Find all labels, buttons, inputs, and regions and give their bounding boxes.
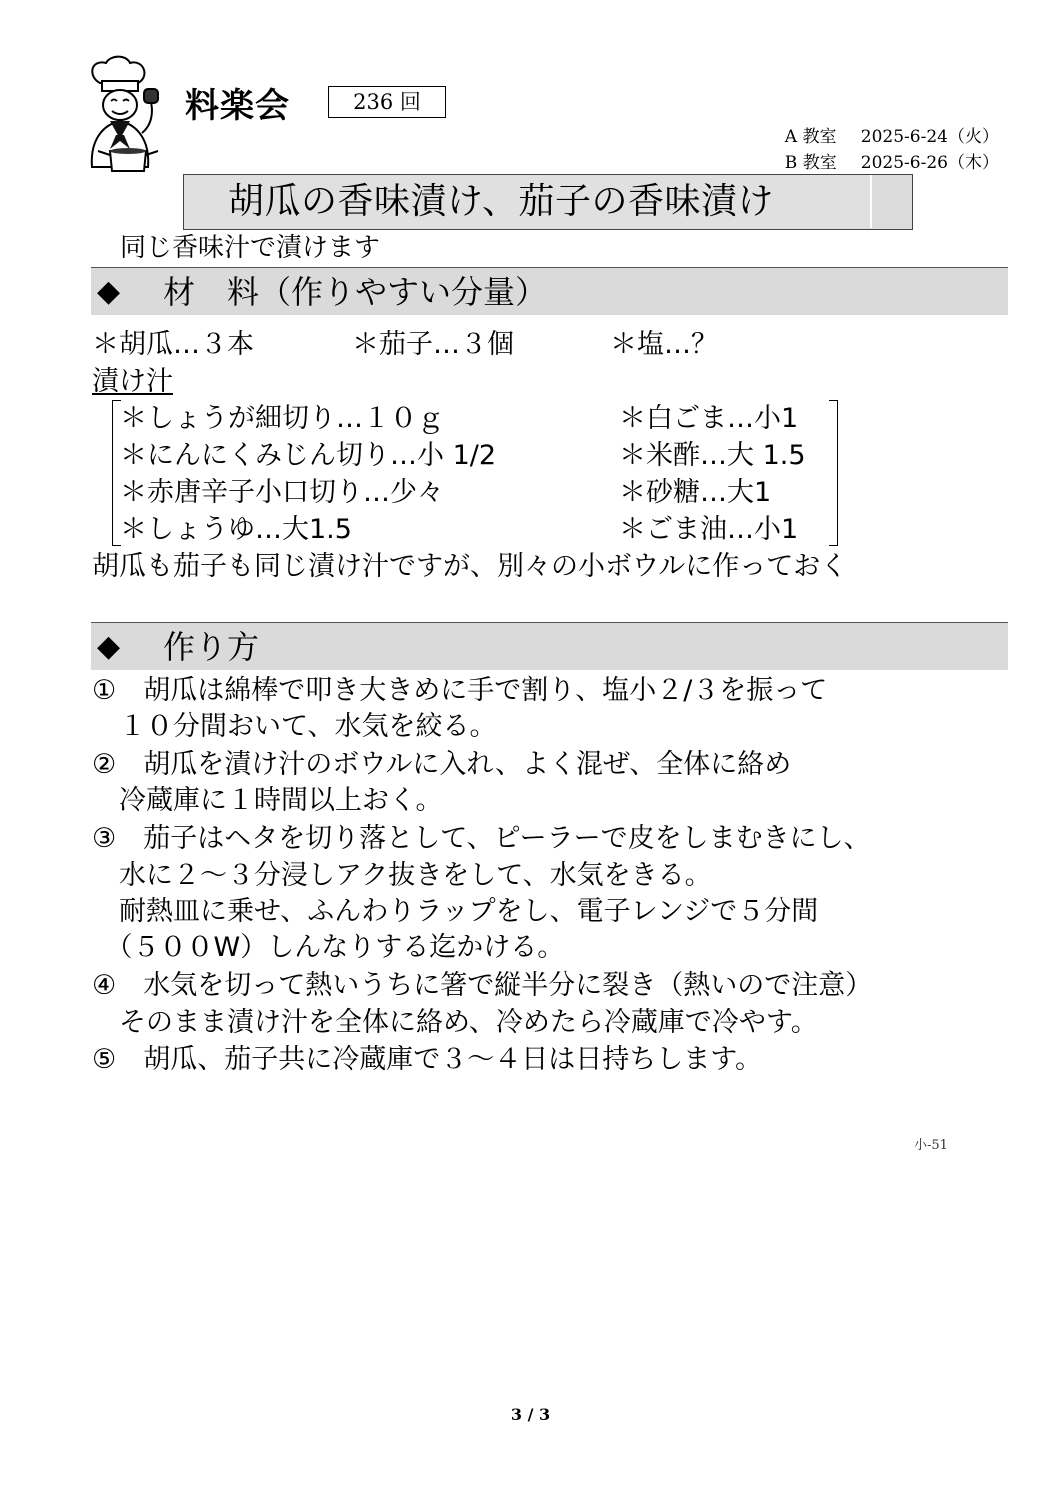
diamond-bullet-icon: ◆ — [97, 274, 121, 309]
bracket-right — [829, 400, 838, 546]
schedule-date: 2025-6-24（火） — [860, 127, 999, 147]
marinade-item: ＊にんにくみじん切り…小 1/2 — [120, 440, 497, 471]
class-schedule — [785, 124, 999, 176]
method-step-line: １０分間おいて、水気を絞る。 — [92, 711, 497, 742]
recipe-title-box — [183, 174, 913, 230]
main-ingredient: ＊塩…？ — [610, 329, 718, 360]
marinade-label: 漬け汁 — [92, 366, 173, 397]
session-number: 236 回 — [328, 86, 446, 118]
method-heading-bar — [91, 622, 1008, 670]
method-heading: 作り方 — [163, 628, 260, 666]
marinade-item: ＊米酢…大 1.5 — [619, 440, 806, 471]
main-ingredient: ＊茄子…３個 — [352, 329, 514, 360]
method-step-line: ③ 茄子はヘタを切り落として、ピーラーで皮をしまむきにし、 — [92, 823, 871, 854]
ingredients-heading: 材 料（作りやすい分量） — [163, 273, 548, 311]
method-step-line: ① 胡瓜は綿棒で叩き大きめに手で割り、塩小２/３を振って — [92, 675, 828, 706]
method-step-line: 耐熱皿に乗せ、ふんわりラップをし、電子レンジで５分間 — [92, 896, 819, 927]
main-ingredient: ＊胡瓜…３本 — [92, 329, 254, 360]
diamond-bullet-icon: ◆ — [97, 629, 121, 664]
ingredients-heading-bar — [91, 267, 1008, 315]
schedule-room: A 教室 — [784, 127, 837, 147]
marinade-item: ＊ごま油…小1 — [619, 514, 799, 545]
recipe-title: 胡瓜の香味漬け、茄子の香味漬け — [228, 181, 775, 222]
chef-logo — [80, 55, 175, 175]
schedule-row — [785, 124, 999, 150]
schedule-row — [785, 150, 999, 176]
method-step-line: そのまま漬け汁を全体に絡め、冷めたら冷蔵庫で冷やす。 — [92, 1007, 818, 1038]
method-step-line: ② 胡瓜を漬け汁のボウルに入れ、よく混ぜ、全体に絡め — [92, 749, 792, 780]
method-step-line: ⑤ 胡瓜、茄子共に冷蔵庫で３～４日は日持ちします。 — [92, 1044, 763, 1075]
marinade-item: ＊赤唐辛子小口切り…少々 — [120, 477, 444, 508]
club-name: 料楽会 — [185, 86, 290, 126]
marinade-item: ＊白ごま…小1 — [619, 403, 799, 434]
marinade-note: 胡瓜も茄子も同じ漬け汁ですが、別々の小ボウルに作っておく — [92, 551, 848, 582]
method-step-line: ④ 水気を切って熱いうちに箸で縦半分に裂き（熱いので注意） — [92, 970, 873, 1001]
method-step-line: （５００W）しんなりする迄かける。 — [92, 932, 565, 963]
marinade-item: ＊しょうゆ…大1.5 — [120, 514, 352, 545]
recipe-subtitle: 同じ香味汁で漬けます — [120, 233, 381, 263]
marinade-item: ＊しょうが細切り…１０ｇ — [120, 403, 444, 434]
schedule-room: B 教室 — [784, 153, 837, 173]
marinade-item: ＊砂糖…大1 — [619, 477, 772, 508]
schedule-date: 2025-6-26（木） — [860, 153, 999, 173]
method-step-line: 冷蔵庫に１時間以上おく。 — [92, 785, 443, 816]
method-step-line: 水に２～３分浸しアク抜きをして、水気をきる。 — [92, 860, 712, 891]
page-number: 3 / 3 — [510, 1405, 551, 1424]
recipe-code: 小-51 — [914, 1138, 948, 1153]
